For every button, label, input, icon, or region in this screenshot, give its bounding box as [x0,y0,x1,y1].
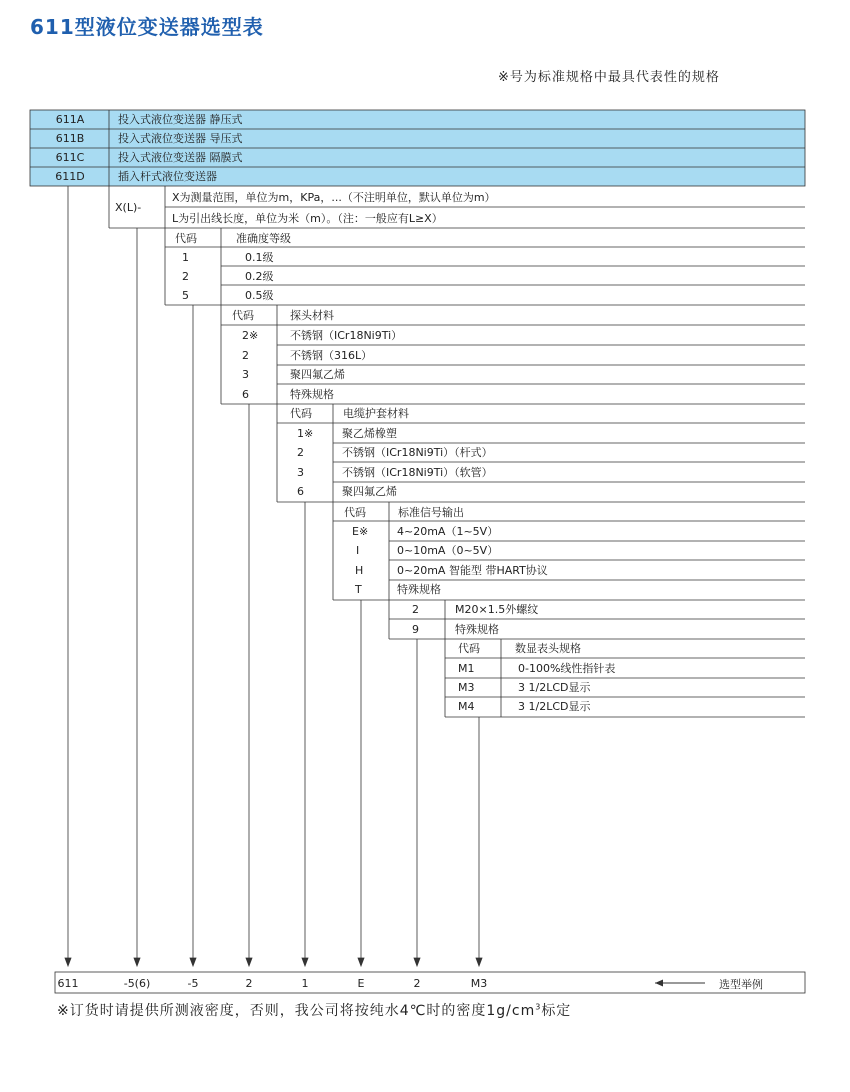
model-table [30,110,805,186]
display-code: M3 [458,681,475,694]
standard-spec-note: ※号为标准规格中最具代表性的规格 [498,70,720,85]
model-code: 611C [55,151,85,164]
example-code: 1 [301,977,309,990]
output-code: I [356,544,360,557]
accuracy-code: 5 [182,289,189,302]
model-desc: 插入杆式液位变送器 [118,170,217,183]
thread-code: 9 [412,623,419,636]
probe-value: 不锈钢（316L） [290,349,373,362]
range-code: X(L)- [115,201,142,214]
cable-value: 不锈钢（ICr18Ni9Ti）（软管） [342,466,493,479]
thread-block [389,600,805,639]
footer-note-end: 标定 [541,1003,572,1019]
cable-value: 聚四氟乙烯 [342,485,397,498]
output-header-label: 标准信号输出 [398,506,464,519]
display-block [445,639,805,717]
footer-note [57,1000,571,1020]
probe-value: 特殊规格 [290,388,334,401]
accuracy-code: 2 [182,270,189,283]
display-code: M1 [458,662,475,675]
model-desc: 投入式液位变送器 导压式 [118,132,243,145]
accuracy-code: 1 [182,251,189,264]
thread-value: 特殊规格 [455,623,499,636]
probe-code: 2※ [242,329,259,342]
probe-value: 聚四氟乙烯 [290,368,345,381]
model-desc: 投入式液位变送器 隔膜式 [118,151,243,164]
example-label: 选型举例 [719,978,763,991]
output-value: 0~10mA（0~5V） [397,544,499,557]
output-value: 特殊规格 [397,583,441,596]
range-line-1: X为测量范围，单位为m，KPa，...（不注明单位，默认单位为m） [172,191,496,204]
display-value: 3 1/2LCD显示 [518,700,591,713]
probe-code: 3 [242,368,249,381]
output-value: 0~20mA 智能型 带HART协议 [397,564,548,577]
cable-value: 聚乙烯橡塑 [342,427,397,440]
probe-code: 2 [242,349,249,362]
thread-value: M20×1.5外螺纹 [455,603,539,616]
output-code: H [355,564,364,577]
cable-code: 3 [297,466,304,479]
output-header-code: 代码 [344,506,366,519]
probe-value: 不锈钢（ICr18Ni9Ti） [290,329,403,342]
range-line-2: L为引出线长度，单位为米（m）。（注：一般应有L≥X） [172,212,443,225]
cable-code: 2 [297,446,304,459]
probe-header-label: 探头材料 [290,309,334,322]
cable-code: 1※ [297,427,314,440]
model-code: 611A [55,113,85,126]
footer-note-text: ※订货时请提供所测液密度，否则，我公司将按纯水4℃时的密度1g/cm [57,1003,536,1019]
accuracy-header-label: 准确度等级 [236,232,291,245]
model-desc: 投入式液位变送器 静压式 [118,113,243,126]
probe-header-code: 代码 [232,309,254,322]
display-code: M4 [458,700,475,713]
thread-code: 2 [412,603,419,616]
arrow-left-icon [655,980,705,987]
display-value: 3 1/2LCD显示 [518,681,591,694]
model-code: 611D [55,170,85,183]
accuracy-value: 0.5级 [245,289,274,302]
cable-header-label: 电缆护套材料 [343,407,409,420]
cable-value: 不锈钢（ICr18Ni9Ti）（杆式） [342,446,493,459]
example-code: 2 [245,977,253,990]
example-row [55,972,805,993]
example-code: M3 [470,977,488,990]
page-title: 611型液位变送器选型表 [30,15,264,39]
probe-code: 6 [242,388,249,401]
example-code: 611 [57,977,79,990]
example-code: -5 [187,977,199,990]
cable-header-code: 代码 [290,407,312,420]
output-code: T [355,583,362,596]
example-code: -5(6) [123,977,151,990]
example-code: 2 [413,977,421,990]
footer-note-superscript: 3 [535,1002,542,1012]
accuracy-value: 0.2级 [245,270,274,283]
output-value: 4~20mA（1~5V） [397,525,499,538]
output-code: E※ [352,525,369,538]
display-header-code: 代码 [458,642,480,655]
display-value: 0-100%线性指针表 [518,662,616,675]
cable-code: 6 [297,485,304,498]
accuracy-value: 0.1级 [245,251,274,264]
accuracy-header-code: 代码 [175,232,197,245]
example-code: E [357,977,365,990]
display-header-label: 数显表头规格 [515,642,581,655]
model-code: 611B [55,132,85,145]
